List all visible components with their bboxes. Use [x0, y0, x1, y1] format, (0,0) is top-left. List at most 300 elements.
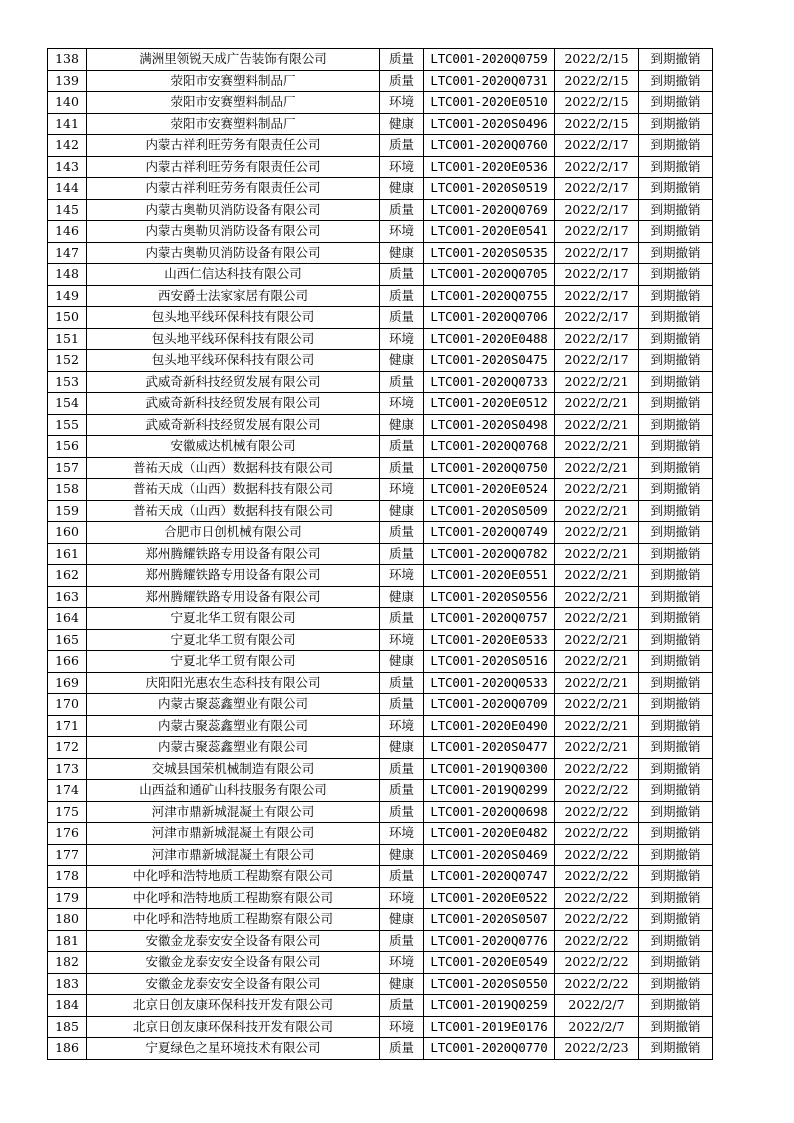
- certificate-code: LTC001-2020Q0776: [424, 930, 555, 952]
- revocation-date: 2022/2/21: [555, 608, 639, 630]
- certificate-code: LTC001-2020S0509: [424, 500, 555, 522]
- status-text: 到期撤销: [639, 242, 713, 264]
- company-name: 山西益和通矿山科技服务有限公司: [87, 780, 380, 802]
- certificate-code: LTC001-2020Q0768: [424, 436, 555, 458]
- revocation-date: 2022/2/21: [555, 543, 639, 565]
- status-text: 到期撤销: [639, 909, 713, 931]
- certification-type: 健康: [380, 113, 424, 135]
- company-name: 郑州腾耀铁路专用设备有限公司: [87, 586, 380, 608]
- company-name: 中化呼和浩特地质工程勘察有限公司: [87, 866, 380, 888]
- revocation-date: 2022/2/17: [555, 221, 639, 243]
- row-number: 177: [48, 844, 87, 866]
- certification-type: 质量: [380, 199, 424, 221]
- status-text: 到期撤销: [639, 758, 713, 780]
- status-text: 到期撤销: [639, 49, 713, 71]
- certification-type: 环境: [380, 156, 424, 178]
- certificate-code: LTC001-2020Q0769: [424, 199, 555, 221]
- table-row: [48, 242, 713, 264]
- row-number: 142: [48, 135, 87, 157]
- status-text: 到期撤销: [639, 264, 713, 286]
- status-text: 到期撤销: [639, 199, 713, 221]
- status-text: 到期撤销: [639, 457, 713, 479]
- status-text: 到期撤销: [639, 178, 713, 200]
- revocation-date: 2022/2/21: [555, 651, 639, 673]
- certificate-code: LTC001-2020S0496: [424, 113, 555, 135]
- revocation-date: 2022/2/17: [555, 199, 639, 221]
- company-name: 内蒙古聚蕊鑫塑业有限公司: [87, 694, 380, 716]
- certificate-code: LTC001-2019Q0299: [424, 780, 555, 802]
- company-name: 普祐天成（山西）数据科技有限公司: [87, 500, 380, 522]
- table-row: [48, 887, 713, 909]
- table-row: [48, 672, 713, 694]
- certification-type: 健康: [380, 500, 424, 522]
- row-number: 183: [48, 973, 87, 995]
- revocation-date: 2022/2/15: [555, 113, 639, 135]
- row-number: 149: [48, 285, 87, 307]
- row-number: 161: [48, 543, 87, 565]
- status-text: 到期撤销: [639, 350, 713, 372]
- row-number: 169: [48, 672, 87, 694]
- revocation-date: 2022/2/22: [555, 844, 639, 866]
- company-name: 内蒙古奥勒贝消防设备有限公司: [87, 221, 380, 243]
- company-name: 普祐天成（山西）数据科技有限公司: [87, 457, 380, 479]
- certification-type: 环境: [380, 887, 424, 909]
- status-text: 到期撤销: [639, 307, 713, 329]
- status-text: 到期撤销: [639, 586, 713, 608]
- table-row: [48, 199, 713, 221]
- row-number: 153: [48, 371, 87, 393]
- certificate-code: LTC001-2020S0516: [424, 651, 555, 673]
- certification-type: 环境: [380, 393, 424, 415]
- revocation-date: 2022/2/17: [555, 350, 639, 372]
- table-row: [48, 866, 713, 888]
- table-row: [48, 801, 713, 823]
- company-name: 宁夏北华工贸有限公司: [87, 651, 380, 673]
- revocation-date: 2022/2/17: [555, 135, 639, 157]
- certification-type: 质量: [380, 307, 424, 329]
- row-number: 170: [48, 694, 87, 716]
- table-row: [48, 586, 713, 608]
- row-number: 184: [48, 995, 87, 1017]
- certification-type: 环境: [380, 221, 424, 243]
- status-text: 到期撤销: [639, 715, 713, 737]
- table-row: [48, 414, 713, 436]
- row-number: 147: [48, 242, 87, 264]
- company-name: 内蒙古奥勒贝消防设备有限公司: [87, 242, 380, 264]
- company-name: 武威奇新科技经贸发展有限公司: [87, 414, 380, 436]
- row-number: 143: [48, 156, 87, 178]
- row-number: 144: [48, 178, 87, 200]
- status-text: 到期撤销: [639, 672, 713, 694]
- status-text: 到期撤销: [639, 823, 713, 845]
- certificate-code: LTC001-2020E0536: [424, 156, 555, 178]
- table-row: [48, 285, 713, 307]
- row-number: 145: [48, 199, 87, 221]
- certification-type: 环境: [380, 328, 424, 350]
- status-text: 到期撤销: [639, 887, 713, 909]
- revocation-date: 2022/2/17: [555, 242, 639, 264]
- status-text: 到期撤销: [639, 500, 713, 522]
- status-text: 到期撤销: [639, 565, 713, 587]
- status-text: 到期撤销: [639, 479, 713, 501]
- revocation-date: 2022/2/23: [555, 1038, 639, 1060]
- certificate-code: LTC001-2020S0498: [424, 414, 555, 436]
- row-number: 186: [48, 1038, 87, 1060]
- certification-type: 质量: [380, 543, 424, 565]
- row-number: 162: [48, 565, 87, 587]
- revocation-date: 2022/2/17: [555, 264, 639, 286]
- company-name: 安徽金龙泰安安全设备有限公司: [87, 930, 380, 952]
- certificate-code: LTC001-2020Q0770: [424, 1038, 555, 1060]
- certification-type: 质量: [380, 1038, 424, 1060]
- status-text: 到期撤销: [639, 221, 713, 243]
- company-name: 郑州腾耀铁路专用设备有限公司: [87, 565, 380, 587]
- status-text: 到期撤销: [639, 393, 713, 415]
- table-row: [48, 930, 713, 952]
- table-row: [48, 49, 713, 71]
- status-text: 到期撤销: [639, 952, 713, 974]
- row-number: 171: [48, 715, 87, 737]
- company-name: 北京日创友康环保科技开发有限公司: [87, 995, 380, 1017]
- table-row: [48, 995, 713, 1017]
- row-number: 166: [48, 651, 87, 673]
- certificate-code: LTC001-2020E0488: [424, 328, 555, 350]
- company-name: 内蒙古奥勒贝消防设备有限公司: [87, 199, 380, 221]
- table-row: [48, 500, 713, 522]
- certification-type: 质量: [380, 758, 424, 780]
- certification-type: 健康: [380, 737, 424, 759]
- revocation-date: 2022/2/22: [555, 801, 639, 823]
- certificate-code: LTC001-2020S0519: [424, 178, 555, 200]
- certification-type: 健康: [380, 651, 424, 673]
- company-name: 宁夏绿色之星环境技术有限公司: [87, 1038, 380, 1060]
- revocation-date: 2022/2/7: [555, 1016, 639, 1038]
- table-row: [48, 156, 713, 178]
- table-row: [48, 608, 713, 630]
- revocation-date: 2022/2/21: [555, 522, 639, 544]
- revocation-date: 2022/2/21: [555, 694, 639, 716]
- status-text: 到期撤销: [639, 414, 713, 436]
- table-row: [48, 457, 713, 479]
- table-row: [48, 651, 713, 673]
- company-name: 内蒙古聚蕊鑫塑业有限公司: [87, 715, 380, 737]
- certification-type: 健康: [380, 973, 424, 995]
- revocation-date: 2022/2/22: [555, 952, 639, 974]
- certificate-code: LTC001-2020Q0731: [424, 70, 555, 92]
- table-row: [48, 70, 713, 92]
- row-number: 172: [48, 737, 87, 759]
- certificate-code: LTC001-2020S0475: [424, 350, 555, 372]
- table-row: [48, 328, 713, 350]
- table-row: [48, 350, 713, 372]
- row-number: 148: [48, 264, 87, 286]
- revocation-date: 2022/2/17: [555, 307, 639, 329]
- company-name: 西安爵士法家家居有限公司: [87, 285, 380, 307]
- table-row: [48, 307, 713, 329]
- table-row: [48, 479, 713, 501]
- table-row: [48, 909, 713, 931]
- table-row: [48, 715, 713, 737]
- revocation-date: 2022/2/15: [555, 49, 639, 71]
- row-number: 176: [48, 823, 87, 845]
- row-number: 146: [48, 221, 87, 243]
- company-name: 荥阳市安赛塑料制品厂: [87, 92, 380, 114]
- certificate-code: LTC001-2020Q0698: [424, 801, 555, 823]
- certification-type: 质量: [380, 371, 424, 393]
- status-text: 到期撤销: [639, 629, 713, 651]
- status-text: 到期撤销: [639, 866, 713, 888]
- revocation-date: 2022/2/21: [555, 457, 639, 479]
- company-name: 武威奇新科技经贸发展有限公司: [87, 393, 380, 415]
- company-name: 庆阳阳光惠农生态科技有限公司: [87, 672, 380, 694]
- company-name: 郑州腾耀铁路专用设备有限公司: [87, 543, 380, 565]
- company-name: 满洲里领锐天成广告装饰有限公司: [87, 49, 380, 71]
- company-name: 河津市鼎新城混凝土有限公司: [87, 844, 380, 866]
- status-text: 到期撤销: [639, 135, 713, 157]
- certification-type: 健康: [380, 586, 424, 608]
- status-text: 到期撤销: [639, 973, 713, 995]
- certification-type: 健康: [380, 350, 424, 372]
- row-number: 175: [48, 801, 87, 823]
- row-number: 181: [48, 930, 87, 952]
- company-name: 合肥市日创机械有限公司: [87, 522, 380, 544]
- table-row: [48, 436, 713, 458]
- status-text: 到期撤销: [639, 780, 713, 802]
- revocation-date: 2022/2/21: [555, 586, 639, 608]
- company-name: 河津市鼎新城混凝土有限公司: [87, 823, 380, 845]
- revocation-date: 2022/2/17: [555, 156, 639, 178]
- certificate-code: LTC001-2020Q0733: [424, 371, 555, 393]
- certificate-code: LTC001-2020E0490: [424, 715, 555, 737]
- company-name: 北京日创友康环保科技开发有限公司: [87, 1016, 380, 1038]
- row-number: 165: [48, 629, 87, 651]
- row-number: 173: [48, 758, 87, 780]
- certificate-code: LTC001-2020S0507: [424, 909, 555, 931]
- certification-type: 健康: [380, 414, 424, 436]
- table-row: [48, 92, 713, 114]
- status-text: 到期撤销: [639, 543, 713, 565]
- revocation-date: 2022/2/21: [555, 737, 639, 759]
- certification-type: 质量: [380, 285, 424, 307]
- row-number: 180: [48, 909, 87, 931]
- certificate-code: LTC001-2020E0524: [424, 479, 555, 501]
- certificate-code: LTC001-2020Q0760: [424, 135, 555, 157]
- certification-type: 质量: [380, 522, 424, 544]
- table-row: [48, 694, 713, 716]
- status-text: 到期撤销: [639, 608, 713, 630]
- row-number: 164: [48, 608, 87, 630]
- company-name: 中化呼和浩特地质工程勘察有限公司: [87, 887, 380, 909]
- table-row: [48, 393, 713, 415]
- row-number: 163: [48, 586, 87, 608]
- company-name: 交城县国荣机械制造有限公司: [87, 758, 380, 780]
- certification-type: 健康: [380, 909, 424, 931]
- revocation-date: 2022/2/22: [555, 780, 639, 802]
- certificate-revocation-table: [47, 48, 713, 1060]
- row-number: 156: [48, 436, 87, 458]
- certification-type: 健康: [380, 178, 424, 200]
- certification-type: 质量: [380, 457, 424, 479]
- row-number: 154: [48, 393, 87, 415]
- certification-type: 质量: [380, 780, 424, 802]
- row-number: 158: [48, 479, 87, 501]
- certification-type: 质量: [380, 866, 424, 888]
- certificate-code: LTC001-2020Q0750: [424, 457, 555, 479]
- certification-type: 质量: [380, 672, 424, 694]
- status-text: 到期撤销: [639, 1016, 713, 1038]
- table-row: [48, 629, 713, 651]
- certificate-code: LTC001-2020Q0706: [424, 307, 555, 329]
- status-text: 到期撤销: [639, 522, 713, 544]
- revocation-date: 2022/2/15: [555, 92, 639, 114]
- company-name: 内蒙古祥利旺劳务有限责任公司: [87, 135, 380, 157]
- row-number: 159: [48, 500, 87, 522]
- company-name: 内蒙古祥利旺劳务有限责任公司: [87, 156, 380, 178]
- company-name: 中化呼和浩特地质工程勘察有限公司: [87, 909, 380, 931]
- row-number: 160: [48, 522, 87, 544]
- company-name: 河津市鼎新城混凝土有限公司: [87, 801, 380, 823]
- table-row: [48, 543, 713, 565]
- table-row: [48, 737, 713, 759]
- table-row: [48, 522, 713, 544]
- revocation-date: 2022/2/22: [555, 973, 639, 995]
- row-number: 182: [48, 952, 87, 974]
- status-text: 到期撤销: [639, 651, 713, 673]
- certificate-code: LTC001-2020Q0533: [424, 672, 555, 694]
- table-row: [48, 221, 713, 243]
- certification-type: 环境: [380, 92, 424, 114]
- certificate-code: LTC001-2020Q0782: [424, 543, 555, 565]
- table-row: [48, 973, 713, 995]
- revocation-date: 2022/2/21: [555, 479, 639, 501]
- company-name: 安徽威达机械有限公司: [87, 436, 380, 458]
- certification-type: 环境: [380, 629, 424, 651]
- row-number: 141: [48, 113, 87, 135]
- revocation-date: 2022/2/21: [555, 414, 639, 436]
- row-number: 157: [48, 457, 87, 479]
- certificate-code: LTC001-2020E0549: [424, 952, 555, 974]
- certification-type: 质量: [380, 995, 424, 1017]
- revocation-date: 2022/2/21: [555, 715, 639, 737]
- row-number: 155: [48, 414, 87, 436]
- revocation-date: 2022/2/22: [555, 887, 639, 909]
- certificate-code: LTC001-2020Q0755: [424, 285, 555, 307]
- table-row: [48, 758, 713, 780]
- revocation-date: 2022/2/22: [555, 866, 639, 888]
- certificate-code: LTC001-2020S0535: [424, 242, 555, 264]
- revocation-date: 2022/2/17: [555, 328, 639, 350]
- revocation-date: 2022/2/17: [555, 178, 639, 200]
- status-text: 到期撤销: [639, 285, 713, 307]
- company-name: 普祐天成（山西）数据科技有限公司: [87, 479, 380, 501]
- certificate-code: LTC001-2020Q0757: [424, 608, 555, 630]
- row-number: 138: [48, 49, 87, 71]
- company-name: 宁夏北华工贸有限公司: [87, 629, 380, 651]
- certificate-code: LTC001-2020E0512: [424, 393, 555, 415]
- status-text: 到期撤销: [639, 156, 713, 178]
- row-number: 139: [48, 70, 87, 92]
- certificate-code: LTC001-2020S0477: [424, 737, 555, 759]
- revocation-date: 2022/2/21: [555, 393, 639, 415]
- certification-type: 健康: [380, 242, 424, 264]
- certificate-code: LTC001-2020Q0749: [424, 522, 555, 544]
- certificate-code: LTC001-2020E0510: [424, 92, 555, 114]
- revocation-date: 2022/2/22: [555, 823, 639, 845]
- certification-type: 质量: [380, 694, 424, 716]
- status-text: 到期撤销: [639, 1038, 713, 1060]
- status-text: 到期撤销: [639, 92, 713, 114]
- status-text: 到期撤销: [639, 328, 713, 350]
- table-row: [48, 113, 713, 135]
- row-number: 178: [48, 866, 87, 888]
- status-text: 到期撤销: [639, 737, 713, 759]
- company-name: 内蒙古聚蕊鑫塑业有限公司: [87, 737, 380, 759]
- certification-type: 质量: [380, 135, 424, 157]
- certification-type: 环境: [380, 565, 424, 587]
- status-text: 到期撤销: [639, 70, 713, 92]
- table-row: [48, 823, 713, 845]
- row-number: 150: [48, 307, 87, 329]
- certification-type: 质量: [380, 49, 424, 71]
- company-name: 武威奇新科技经贸发展有限公司: [87, 371, 380, 393]
- status-text: 到期撤销: [639, 694, 713, 716]
- certification-type: 质量: [380, 264, 424, 286]
- revocation-date: 2022/2/21: [555, 436, 639, 458]
- certification-type: 环境: [380, 715, 424, 737]
- table-row: [48, 1038, 713, 1060]
- status-text: 到期撤销: [639, 801, 713, 823]
- certificate-code: LTC001-2020E0551: [424, 565, 555, 587]
- row-number: 151: [48, 328, 87, 350]
- company-name: 安徽金龙泰安安全设备有限公司: [87, 973, 380, 995]
- status-text: 到期撤销: [639, 371, 713, 393]
- certification-type: 质量: [380, 930, 424, 952]
- certification-type: 环境: [380, 1016, 424, 1038]
- company-name: 荥阳市安赛塑料制品厂: [87, 70, 380, 92]
- company-name: 包头地平线环保科技有限公司: [87, 307, 380, 329]
- revocation-date: 2022/2/17: [555, 285, 639, 307]
- company-name: 包头地平线环保科技有限公司: [87, 350, 380, 372]
- revocation-date: 2022/2/21: [555, 629, 639, 651]
- revocation-date: 2022/2/22: [555, 758, 639, 780]
- certificate-code: LTC001-2020E0533: [424, 629, 555, 651]
- revocation-date: 2022/2/21: [555, 500, 639, 522]
- table-row: [48, 952, 713, 974]
- row-number: 140: [48, 92, 87, 114]
- certification-type: 质量: [380, 608, 424, 630]
- certification-type: 健康: [380, 844, 424, 866]
- certificate-code: LTC001-2020E0541: [424, 221, 555, 243]
- company-name: 荥阳市安赛塑料制品厂: [87, 113, 380, 135]
- company-name: 安徽金龙泰安安全设备有限公司: [87, 952, 380, 974]
- certificate-code: LTC001-2019Q0300: [424, 758, 555, 780]
- row-number: 174: [48, 780, 87, 802]
- status-text: 到期撤销: [639, 436, 713, 458]
- status-text: 到期撤销: [639, 844, 713, 866]
- certificate-code: LTC001-2019Q0259: [424, 995, 555, 1017]
- row-number: 152: [48, 350, 87, 372]
- status-text: 到期撤销: [639, 930, 713, 952]
- certificate-code: LTC001-2019E0176: [424, 1016, 555, 1038]
- certificate-code: LTC001-2020S0469: [424, 844, 555, 866]
- table-row: [48, 844, 713, 866]
- revocation-date: 2022/2/22: [555, 930, 639, 952]
- revocation-date: 2022/2/7: [555, 995, 639, 1017]
- certification-type: 环境: [380, 823, 424, 845]
- revocation-date: 2022/2/21: [555, 371, 639, 393]
- table-row: [48, 565, 713, 587]
- company-name: 山西仁信达科技有限公司: [87, 264, 380, 286]
